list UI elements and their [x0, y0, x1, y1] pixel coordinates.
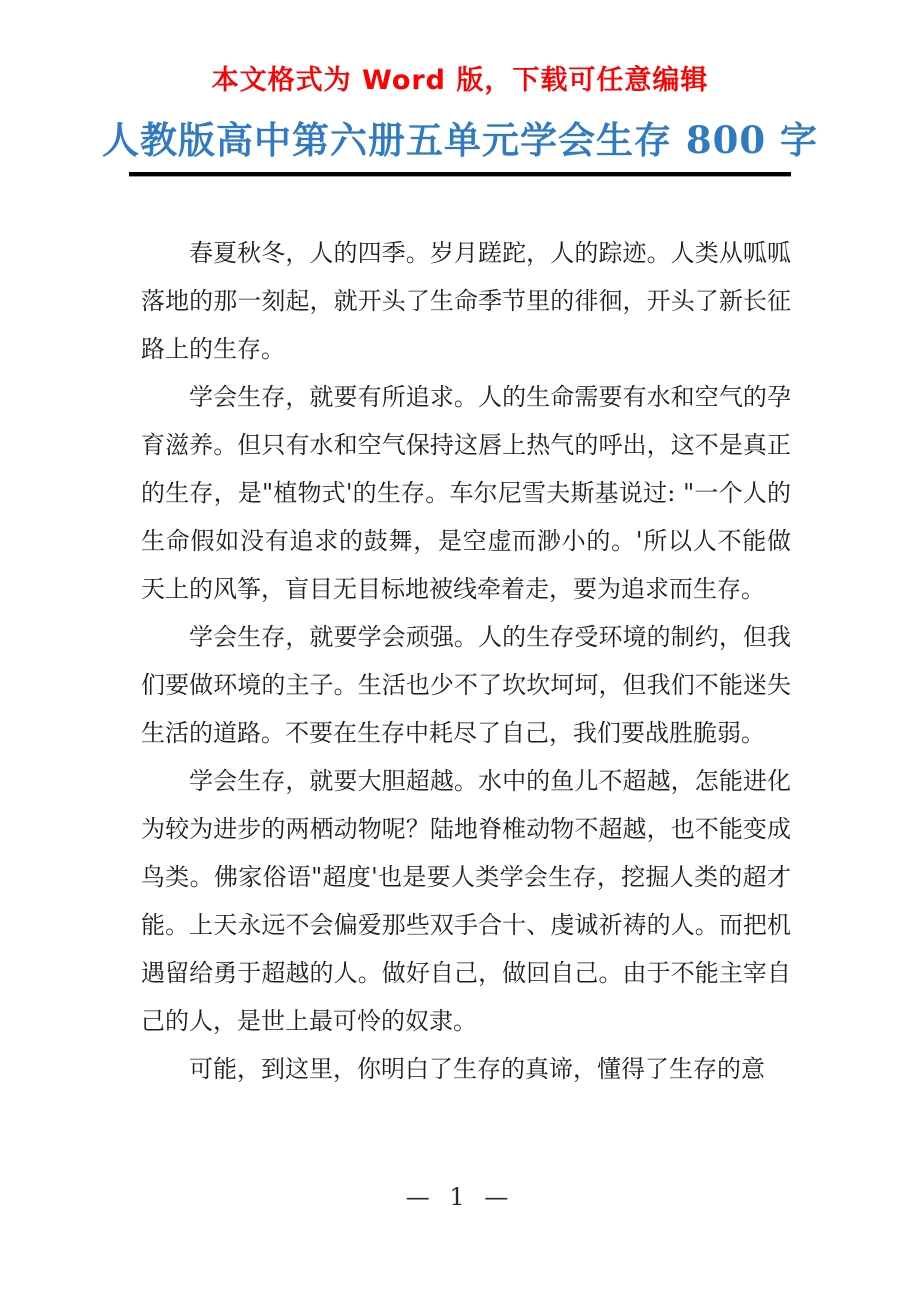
page-title: 人教版高中第六册五单元学会生存 800 字 [102, 118, 818, 162]
paragraph: 学会生存，就要大胆超越。水中的鱼儿不超越，怎能进化为较为进步的两栖动物呢？陆地脊椎动物不超越，也不能变成鸟类。佛家俗语"超度'也是要人类学会生存，挖掘人类的超才能。上天永远不会偏爱那些双手合十、虔诚祈祷的人。而把机遇留给勇于超越的人。做好自己，做回自己。由于不能主宰自己的人，是世上最可怜的奴隶。 [141, 767, 791, 1035]
paragraph: 学会生存，就要学会顽强。人的生存受环境的制约，但我们要做环境的主子。生活也少不了坎坎坷坷，但我们不能迷失生活的道路。不要在生存中耗尽了自己，我们要战胜脆弱。 [141, 623, 791, 747]
page-number: — 1 — [405, 1183, 515, 1211]
document-body [141, 229, 791, 1093]
paragraph: 可能，到这里，你明白了生存的真谛，懂得了生存的意 [189, 1055, 765, 1083]
title-divider [129, 172, 791, 177]
format-notice: 本文格式为 Word 版，下载可任意编辑 [211, 65, 709, 96]
paragraph: 学会生存，就要有所追求。人的生命需要有水和空气的孕育滋养。但只有水和空气保持这唇上热气的呼出，这不是真正的生存，是"植物式'的生存。车尔尼雪夫斯基说过: "一个人的生命假如没有追求的鼓舞，是空虚而渺小的。'所以人不能做天上的风筝，盲目无目标地被线牵着走，要为追求而生存。 [141, 383, 791, 603]
paragraph: 春夏秋冬，人的四季。岁月蹉跎，人的踪迹。人类从呱呱落地的那一刻起，就开头了生命季节里的徘徊，开头了新长征路上的生存。 [141, 239, 791, 363]
